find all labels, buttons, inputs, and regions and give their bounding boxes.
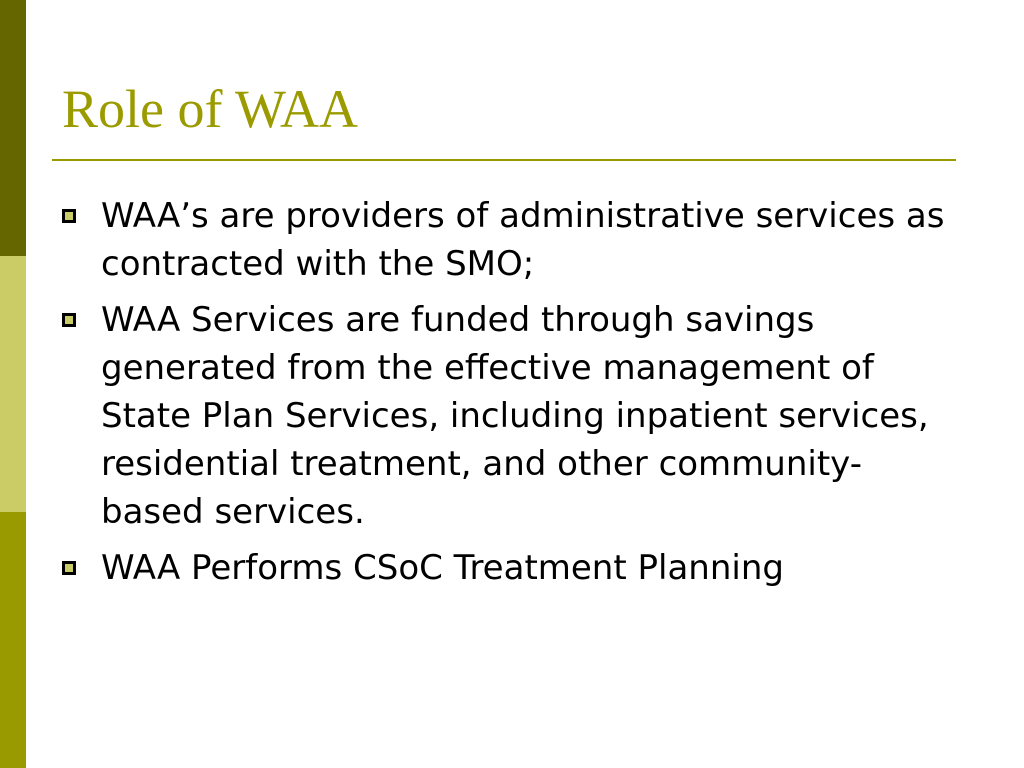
bullet-text: WAA’s are providers of administrative services as contracted with the SMO; xyxy=(101,196,945,284)
title-underline xyxy=(52,159,956,161)
bullet-text: WAA Performs CSoC Treatment Planning xyxy=(101,548,784,588)
bullet-list xyxy=(62,192,962,600)
bullet-item xyxy=(62,296,962,536)
sidebar-top-segment xyxy=(0,0,26,256)
square-bullet-icon xyxy=(62,561,76,575)
slide-title: Role of WAA xyxy=(62,79,358,139)
bullet-item xyxy=(62,192,962,288)
square-bullet-icon xyxy=(62,313,76,327)
bullet-text: WAA Services are funded through savings generated from the effective management of State Plan Services, including inpatient services, residential treatment, and other community-based services. xyxy=(101,300,929,532)
sidebar-bottom-segment xyxy=(0,512,26,768)
bullet-item xyxy=(62,544,962,592)
sidebar-middle-segment xyxy=(0,256,26,512)
square-bullet-icon xyxy=(62,209,76,223)
